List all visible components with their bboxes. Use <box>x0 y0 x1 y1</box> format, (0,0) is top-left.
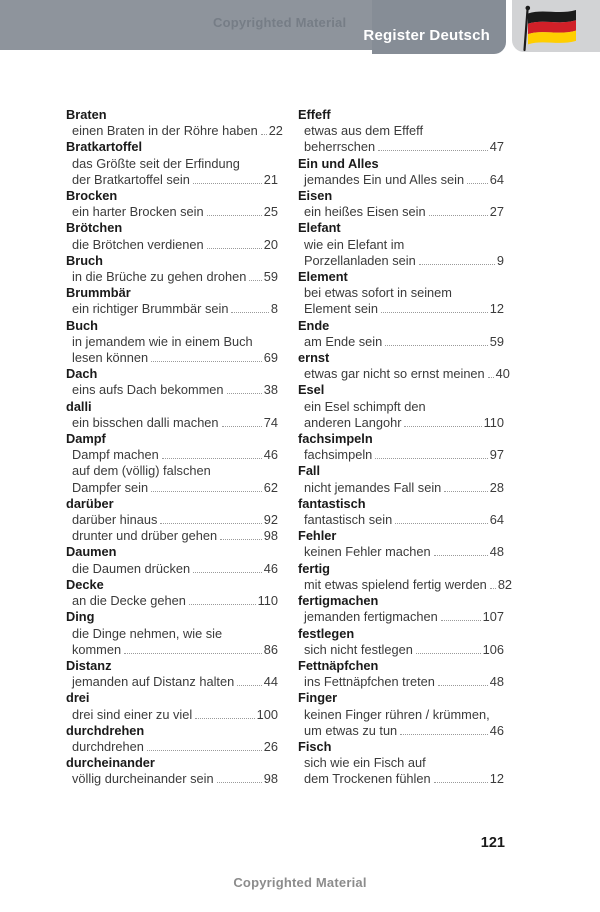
entry-page-number: 25 <box>263 204 278 220</box>
leader-dots <box>220 539 262 540</box>
entry-page-number: 48 <box>489 674 504 690</box>
entry-page-number: 97 <box>489 447 504 463</box>
index-entry-line <box>298 480 504 496</box>
entry-page-number: 74 <box>263 414 278 430</box>
index-headword: durchdrehen <box>66 722 145 738</box>
entry-text: mit etwas spielend fertig werden <box>304 576 487 592</box>
entry-page-number: 69 <box>263 350 278 366</box>
entry-text: drei sind einer zu viel <box>72 706 193 722</box>
leader-dots <box>151 491 262 492</box>
entry-text: eins aufs Dach bekommen <box>72 382 224 398</box>
index-headword: Bruch <box>66 252 103 268</box>
index-entry-line <box>66 512 278 528</box>
leader-dots <box>400 734 488 735</box>
index-entry-line <box>298 723 504 739</box>
index-headword: Ende <box>298 317 330 333</box>
leader-dots <box>249 280 261 281</box>
index-headword: Fehler <box>298 528 337 544</box>
entry-text: völlig durcheinander sein <box>72 771 214 787</box>
index-entry-line <box>298 642 504 658</box>
leader-dots <box>444 491 487 492</box>
index-headword: Fall <box>298 463 321 479</box>
index-entry-line <box>298 237 504 253</box>
index-headword: fantastisch <box>298 495 366 511</box>
leader-dots <box>467 183 488 184</box>
index-entry-line <box>298 576 513 593</box>
index-headword: Esel <box>298 382 325 398</box>
leader-dots <box>385 345 488 346</box>
index-entry-line <box>66 642 278 658</box>
index-entry-line <box>66 123 283 139</box>
index-headword: drei <box>66 690 90 706</box>
entry-text: fantastisch sein <box>304 512 393 528</box>
index-entry-line <box>298 172 504 188</box>
index-headword: Effeff <box>298 107 331 122</box>
leader-dots <box>434 555 488 556</box>
index-headword: Decke <box>66 576 104 592</box>
index-headword: Brocken <box>66 188 118 204</box>
entry-page-number: 9 <box>496 252 504 268</box>
entry-text: nicht jemandes Fall sein <box>304 479 442 495</box>
index-entry-line <box>298 512 504 528</box>
entry-text: die Brötchen verdienen <box>72 236 204 252</box>
index-entry-line <box>66 447 278 463</box>
index-entry-line <box>66 674 278 690</box>
entry-text: jemanden fertigmachen <box>304 609 438 625</box>
index-headword: Bratkartoffel <box>66 139 143 155</box>
entry-text: ein richtiger Brummbär sein <box>72 301 229 317</box>
leader-dots <box>217 782 262 783</box>
index-headword: durcheinander <box>66 755 155 771</box>
entry-page-number: 82 <box>497 576 513 592</box>
index-entry-line <box>66 463 278 479</box>
index-headword: Braten <box>66 107 107 122</box>
index-headword: fertig <box>298 560 330 576</box>
entry-text: jemandes Ein und Alles sein <box>304 171 465 187</box>
index-entry-line <box>298 366 510 382</box>
index-headword: Ein und Alles <box>298 155 379 171</box>
entry-text: die Dinge nehmen, wie sie <box>72 625 223 641</box>
entry-text: ein harter Brocken sein <box>72 204 204 220</box>
index-entry-line <box>298 415 504 431</box>
index-entry-line <box>298 447 504 463</box>
entry-text: wie ein Elefant im <box>304 236 405 252</box>
index-headword: Fisch <box>298 738 332 754</box>
index-entry-line <box>66 626 278 642</box>
leader-dots <box>231 312 268 313</box>
index-entry-line <box>298 399 504 415</box>
index-headword: Eisen <box>298 188 333 204</box>
entry-text: ein Esel schimpft den <box>304 398 426 414</box>
entry-page-number: 27 <box>489 204 504 220</box>
index-entry-line <box>298 285 504 301</box>
entry-page-number: 8 <box>270 301 278 317</box>
index-headword: Daumen <box>66 544 117 560</box>
index-entry-line <box>298 301 504 317</box>
entry-page-number: 110 <box>257 593 278 609</box>
index-headword: Dampf <box>66 431 106 447</box>
entry-page-number: 12 <box>489 771 504 787</box>
entry-page-number: 40 <box>495 366 510 382</box>
leader-dots <box>378 150 488 151</box>
entry-text: lesen können <box>72 350 149 366</box>
index-headword: ernst <box>298 350 330 366</box>
entry-page-number: 64 <box>489 512 504 528</box>
leader-dots <box>261 134 267 135</box>
leader-dots <box>160 523 261 524</box>
leader-dots <box>375 458 487 459</box>
index-headword: Dach <box>66 366 98 382</box>
index-entry-line <box>66 561 278 577</box>
index-headword: Finger <box>298 690 338 706</box>
leader-dots <box>237 685 262 686</box>
leader-dots <box>438 685 488 686</box>
entry-text: in jemandem wie in einem Buch <box>72 333 253 349</box>
index-entry-line <box>66 172 278 188</box>
entry-text: jemanden auf Distanz halten <box>72 674 235 690</box>
entry-page-number: 62 <box>263 479 278 495</box>
entry-text: etwas gar nicht so ernst meinen <box>304 366 485 382</box>
entry-page-number: 107 <box>482 609 504 625</box>
index-entry-line <box>298 755 504 771</box>
index-headword: Brötchen <box>66 220 123 236</box>
entry-page-number: 59 <box>263 269 278 285</box>
entry-page-number: 12 <box>489 301 504 317</box>
index-headword: Buch <box>66 317 98 333</box>
index-headword: dalli <box>66 398 92 414</box>
index-entry-line <box>298 204 504 220</box>
leader-dots <box>434 782 488 783</box>
index-entry-line <box>298 707 504 723</box>
leader-dots <box>195 718 254 719</box>
index-entry-line <box>66 739 278 755</box>
entry-text: die Daumen drücken <box>72 560 191 576</box>
entry-text: kommen <box>72 641 122 657</box>
entry-text: um etwas zu tun <box>304 722 398 738</box>
leader-dots <box>416 653 481 654</box>
entry-page-number: 20 <box>263 236 278 252</box>
leader-dots <box>404 426 481 427</box>
entry-page-number: 46 <box>489 722 504 738</box>
index-headword: Elefant <box>298 220 341 236</box>
entry-text: am Ende sein <box>304 333 383 349</box>
entry-page-number: 38 <box>263 382 278 398</box>
index-entry-line <box>66 415 278 431</box>
entry-text: keinen Fehler machen <box>304 544 431 560</box>
entry-text: Porzellanladen sein <box>304 252 416 268</box>
entry-text: Dampfer sein <box>72 479 149 495</box>
index-headword: Ding <box>66 609 95 625</box>
entry-page-number: 22 <box>268 123 283 139</box>
entry-text: einen Braten in der Röhre haben <box>72 123 258 139</box>
page-number: 121 <box>480 835 505 851</box>
entry-text: auf dem (völlig) falschen <box>72 463 211 479</box>
entry-page-number: 44 <box>263 674 278 690</box>
entry-page-number: 86 <box>263 641 278 657</box>
entry-text: ein heißes Eisen sein <box>304 204 426 220</box>
index-headword: darüber <box>66 495 114 511</box>
entry-text: bei etwas sofort in seinem <box>304 285 452 301</box>
index-entry-line <box>298 139 504 155</box>
entry-text: darüber hinaus <box>72 512 158 528</box>
index-entry-line <box>298 123 504 139</box>
entry-page-number: 48 <box>489 544 504 560</box>
leader-dots <box>207 248 262 249</box>
entry-page-number: 46 <box>263 447 278 463</box>
index-headword: Element <box>298 269 348 285</box>
entry-page-number: 106 <box>482 641 504 657</box>
entry-text: anderen Langohr <box>304 414 402 430</box>
index-entry-line <box>298 544 504 560</box>
leader-dots <box>490 588 496 589</box>
index-entry-line <box>66 382 278 398</box>
leader-dots <box>162 458 262 459</box>
entry-text: der Bratkartoffel sein <box>72 171 190 187</box>
entry-text: beherrschen <box>304 139 376 155</box>
entry-page-number: 64 <box>489 171 504 187</box>
entry-text: Element sein <box>304 301 378 317</box>
german-flag-icon <box>512 0 600 52</box>
leader-dots <box>124 653 262 654</box>
entry-text: in die Brüche zu gehen drohen <box>72 269 247 285</box>
leader-dots <box>441 620 481 621</box>
index-entry-line <box>66 707 278 723</box>
leader-dots <box>429 215 488 216</box>
index-column-left <box>66 107 283 788</box>
entry-page-number: 26 <box>263 738 278 754</box>
entry-page-number: 47 <box>489 139 504 155</box>
leader-dots <box>151 361 262 362</box>
leader-dots <box>381 312 488 313</box>
entry-text: das Größte seit der Erfindung <box>72 155 240 171</box>
entry-page-number: 100 <box>256 706 278 722</box>
leader-dots <box>222 426 262 427</box>
leader-dots <box>189 604 256 605</box>
index-entry-line <box>66 301 278 317</box>
leader-dots <box>207 215 262 216</box>
index-headword: Fettnäpfchen <box>298 657 379 673</box>
index-headword: festlegen <box>298 625 355 641</box>
entry-text: sich nicht festlegen <box>304 641 413 657</box>
entry-text: ins Fettnäpfchen treten <box>304 674 435 690</box>
entry-text: an die Decke gehen <box>72 593 186 609</box>
entry-page-number: 92 <box>263 512 278 528</box>
index-headword: fertigmachen <box>298 593 379 609</box>
index-entry-line <box>66 528 278 544</box>
index-entry-line <box>66 237 278 253</box>
index-entry-line <box>66 156 278 172</box>
leader-dots <box>193 183 262 184</box>
index-headword: fachsimpeln <box>298 431 373 447</box>
entry-page-number: 98 <box>263 771 278 787</box>
index-entry-line <box>66 269 278 285</box>
entry-page-number: 59 <box>489 333 504 349</box>
entry-page-number: 28 <box>489 479 504 495</box>
index-entry-line <box>298 609 504 625</box>
entry-text: dem Trockenen fühlen <box>304 771 431 787</box>
header-watermark: Copyrighted Material <box>213 15 347 30</box>
leader-dots <box>419 264 495 265</box>
entry-text: ein bisschen dalli machen <box>72 414 219 430</box>
page-title: Register Deutsch <box>363 27 490 44</box>
index-entry-line <box>66 593 278 609</box>
index-headword: Brummbär <box>66 285 131 301</box>
entry-text: fachsimpeln <box>304 447 373 463</box>
entry-page-number: 110 <box>483 414 504 430</box>
index-entry-line <box>66 771 278 787</box>
index-column-right <box>298 107 513 788</box>
entry-page-number: 21 <box>263 171 278 187</box>
entry-page-number: 46 <box>263 560 278 576</box>
leader-dots <box>227 393 262 394</box>
entry-text: sich wie ein Fisch auf <box>304 755 426 771</box>
flag-panel <box>512 0 600 52</box>
index-entry-line <box>298 771 504 787</box>
index-entry-line <box>66 480 278 496</box>
entry-text: Dampf machen <box>72 447 159 463</box>
leader-dots <box>488 377 494 378</box>
index-entry-line <box>66 204 278 220</box>
entry-text: drunter und drüber gehen <box>72 528 218 544</box>
leader-dots <box>193 572 262 573</box>
entry-page-number: 98 <box>263 528 278 544</box>
leader-dots <box>147 750 262 751</box>
entry-text: etwas aus dem Effeff <box>304 123 424 139</box>
index-entry-line <box>298 253 504 269</box>
footer-watermark: Copyrighted Material <box>233 875 367 890</box>
index-headword: Distanz <box>66 657 112 673</box>
leader-dots <box>395 523 488 524</box>
index-entry-line <box>298 334 504 350</box>
index-entry-line <box>66 350 278 366</box>
index-entry-line <box>66 334 278 350</box>
entry-text: durchdrehen <box>72 738 144 754</box>
index-entry-line <box>298 674 504 690</box>
entry-text: keinen Finger rühren / krümmen, <box>304 706 490 722</box>
